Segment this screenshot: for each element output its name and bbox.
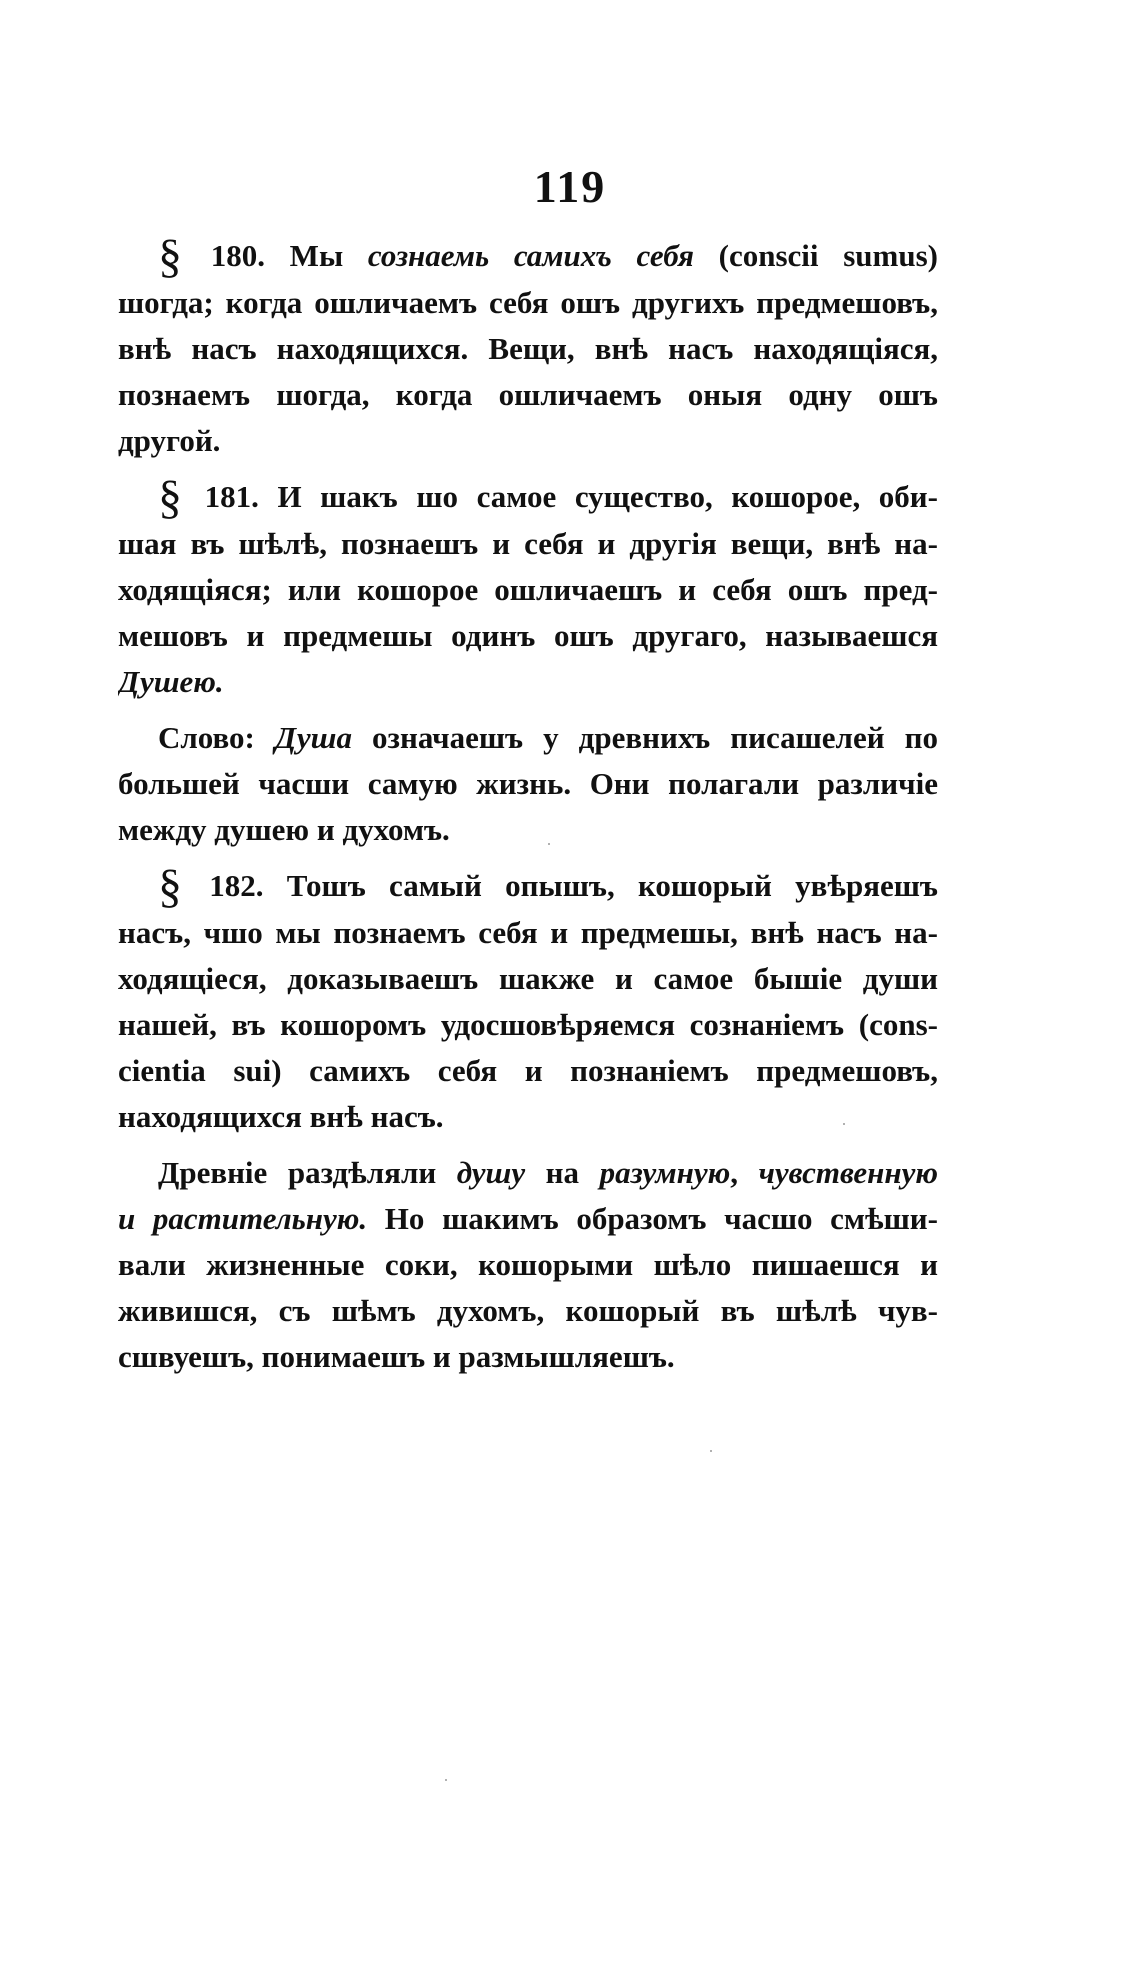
text-line — [118, 807, 938, 853]
text-line — [118, 1288, 938, 1334]
text-line — [118, 1196, 938, 1242]
paragraph-p180 — [118, 233, 938, 464]
text-line — [118, 1242, 938, 1288]
text-run: шая въ шѣлѣ, познаешъ и себя и другія вещи, внѣ на- — [118, 526, 938, 561]
text-run: другой. — [118, 423, 221, 458]
text-run: Древніе раздѣляли — [158, 1155, 457, 1190]
text-line — [118, 1150, 938, 1196]
text-line — [118, 233, 938, 280]
body-text — [118, 233, 938, 1390]
text-run: мешовъ и предмешы одинъ ошъ другаго, называешся — [118, 618, 938, 653]
text-line — [118, 280, 938, 326]
text-line — [118, 326, 938, 372]
italic-term: чувственную — [758, 1155, 938, 1190]
text-run: насъ, чшо мы познаемъ себя и предмешы, внѣ насъ на- — [118, 915, 938, 950]
text-line — [118, 715, 938, 761]
text-line — [118, 372, 938, 418]
paragraph-p181 — [118, 474, 938, 705]
text-run: ходящіеся, доказываешъ шакже и самое бышіе души — [118, 961, 938, 996]
text-line — [118, 910, 938, 956]
text-line — [118, 567, 938, 613]
text-run: 181. И шакъ шо самое существо, кошорое, оби- — [186, 479, 938, 514]
text-line — [118, 1002, 938, 1048]
paragraph-p-drevnie — [118, 1150, 938, 1380]
text-run: , — [730, 1155, 759, 1190]
section-sign: § — [158, 863, 182, 910]
text-run: между душею и духомъ. — [118, 812, 450, 847]
section-sign: § — [158, 474, 182, 521]
text-run: на — [525, 1155, 600, 1190]
text-run: cientia sui) самихъ себя и познаніемъ предмешовъ, — [118, 1053, 938, 1088]
text-run: находящихся внѣ насъ. — [118, 1099, 444, 1134]
paragraph-p182 — [118, 863, 938, 1140]
print-speck — [445, 1779, 447, 1781]
text-run: ходящіяся; или кошорое ошличаешъ и себя ошъ пред- — [118, 572, 938, 607]
italic-term: разумную — [599, 1155, 731, 1190]
italic-term: Душею. — [118, 664, 224, 699]
text-run: большей часши самую жизнь. Они полагали различіе — [118, 766, 938, 801]
italic-term: сознаемь самихъ себя — [367, 238, 694, 273]
italic-term: душу — [456, 1155, 526, 1190]
text-run: (conscii sumus) — [693, 238, 938, 273]
italic-term: и растительную. — [118, 1201, 368, 1236]
text-run: живишся, съ шѣмъ духомъ, кошорый въ шѣлѣ чув- — [118, 1293, 938, 1328]
text-line — [118, 1334, 938, 1380]
section-sign: § — [158, 233, 182, 280]
text-line — [118, 1094, 938, 1140]
text-run: означаешъ у древнихъ писашелей по — [351, 720, 938, 755]
paragraph-p-slovo — [118, 715, 938, 853]
text-run: внѣ насъ находящихся. Вещи, внѣ насъ находящіяся, — [118, 331, 938, 366]
text-line — [118, 521, 938, 567]
print-speck — [710, 1450, 712, 1452]
text-line — [118, 761, 938, 807]
text-run: Но шакимъ образомъ часшо смѣши- — [367, 1201, 938, 1236]
text-line — [118, 418, 938, 464]
text-run: нашей, въ кошоромъ удосшовѣряемся сознаніемъ (cons- — [118, 1007, 938, 1042]
text-line — [118, 863, 938, 910]
text-line — [118, 956, 938, 1002]
page-number: 119 — [533, 161, 607, 212]
text-line — [118, 1048, 938, 1094]
print-speck — [843, 1123, 845, 1125]
text-line — [118, 659, 938, 705]
text-run: сшвуешъ, понимаешъ и размышляешъ. — [118, 1339, 675, 1374]
text-run: познаемъ шогда, когда ошличаемъ оныя одну ошъ — [118, 377, 938, 412]
italic-term: Душа — [274, 720, 352, 755]
text-run: 182. Тошъ самый опышъ, кошорый увѣряешъ — [186, 868, 938, 903]
print-speck — [548, 843, 550, 845]
text-run: 180. Мы — [186, 238, 368, 273]
text-line — [118, 474, 938, 521]
text-run: Слово: — [158, 720, 275, 755]
text-run: вали жизненные соки, кошорыми шѣло пишаешся и — [118, 1247, 938, 1282]
text-line — [118, 613, 938, 659]
text-run: шогда; когда ошличаемъ себя ошъ другихъ предмешовъ, — [118, 285, 938, 320]
